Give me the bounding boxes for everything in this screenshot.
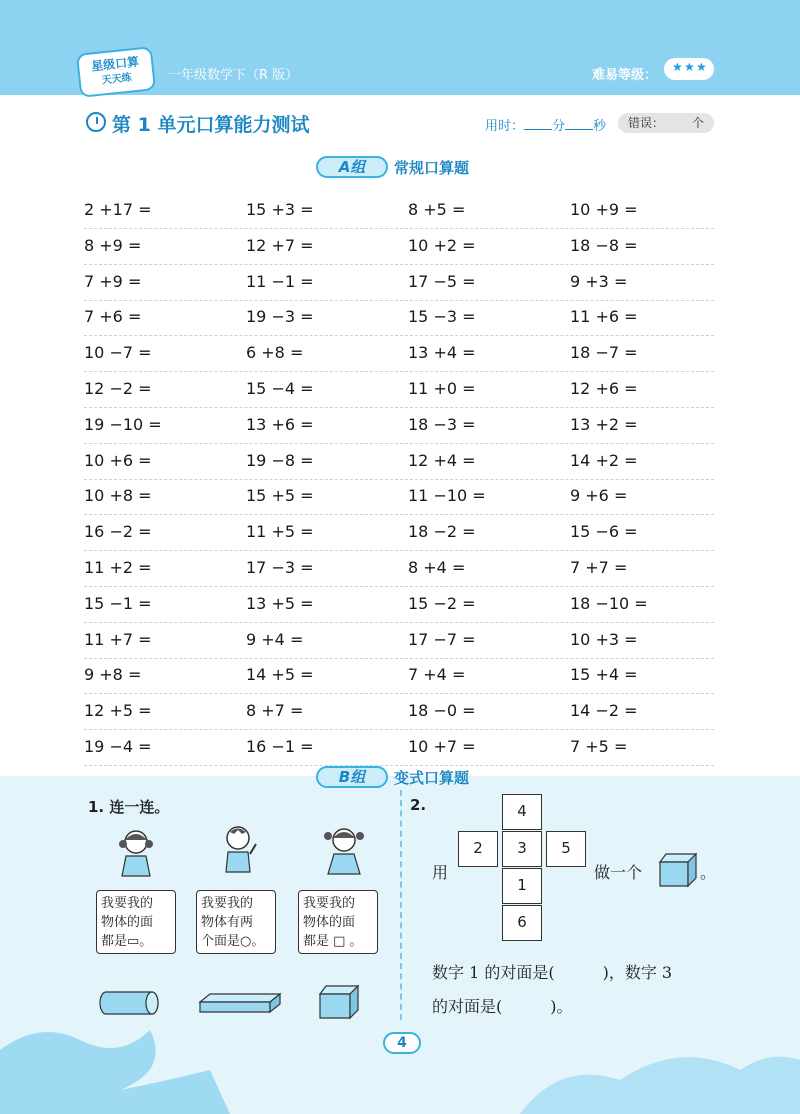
arithmetic-problem[interactable]: 10 +2 = <box>408 235 476 255</box>
arithmetic-problem[interactable]: 13 +5 = <box>246 593 314 613</box>
star-icon: ★ <box>684 60 695 74</box>
arithmetic-problem[interactable]: 7 +6 = <box>84 307 142 327</box>
problem-row <box>84 371 714 408</box>
arithmetic-problem[interactable]: 17 −3 = <box>246 558 314 577</box>
bubble-line: 个面是○。 <box>201 934 265 949</box>
question-2-label: 2. <box>410 796 427 814</box>
net-face: 6 <box>502 905 542 941</box>
arithmetic-problem[interactable]: 11 +7 = <box>84 629 152 649</box>
problem-row <box>84 693 714 730</box>
arithmetic-problem[interactable]: 13 +6 = <box>246 414 314 434</box>
arithmetic-problem[interactable]: 14 +2 = <box>570 450 638 470</box>
arithmetic-problem[interactable]: 10 +9 = <box>570 200 638 219</box>
bubble-line: 我要我的 <box>201 896 254 911</box>
difficulty-label: 难易等级： <box>592 68 658 83</box>
question-1-label: 1. 连一连。 <box>88 798 170 816</box>
arithmetic-problem[interactable]: 11 +5 = <box>246 522 314 542</box>
difficulty-cloud <box>664 58 714 80</box>
arithmetic-problem[interactable]: 10 +3 = <box>570 629 638 649</box>
arithmetic-problem[interactable]: 19 −10 = <box>84 414 162 434</box>
section-b-heading <box>316 766 496 790</box>
arithmetic-problem[interactable]: 9 +8 = <box>84 665 142 685</box>
arithmetic-problem[interactable]: 11 +0 = <box>408 379 476 398</box>
cube-net <box>456 794 586 946</box>
arithmetic-problem[interactable]: 10 −7 = <box>84 343 152 363</box>
section-a-heading <box>316 156 496 180</box>
bubble-line: 物体的面 <box>303 915 356 930</box>
arithmetic-problem[interactable]: 15 +4 = <box>570 665 638 685</box>
error-count-box[interactable] <box>618 113 714 133</box>
star-icon: ★ <box>672 60 683 74</box>
arithmetic-problem[interactable]: 9 +3 = <box>570 271 628 291</box>
bubble-line: 物体的面 <box>101 915 154 930</box>
arithmetic-problem[interactable]: 14 +5 = <box>246 665 314 685</box>
question-2-line-1: 数字 1 的对面是( )，数字 3 <box>432 963 673 982</box>
period-text: 。 <box>700 863 717 882</box>
section-a-title: 常规口算题 <box>394 159 470 177</box>
arithmetic-problem[interactable]: 15 −3 = <box>408 307 476 327</box>
seconds-blank[interactable] <box>565 129 593 130</box>
wave-decoration <box>0 1010 800 1114</box>
arithmetic-problem[interactable]: 19 −4 = <box>84 737 152 756</box>
net-face: 3 <box>502 831 542 867</box>
arithmetic-problem[interactable]: 15 −6 = <box>570 522 638 542</box>
arithmetic-problem[interactable]: 10 +6 = <box>84 450 152 470</box>
arithmetic-problem[interactable]: 18 −7 = <box>570 343 638 363</box>
problem-row <box>84 443 714 480</box>
logo-subtitle: 天天练 <box>101 72 133 87</box>
star-icon: ★ <box>696 60 707 74</box>
problem-row <box>84 622 714 659</box>
arithmetic-problem[interactable]: 6 +8 = <box>246 343 304 363</box>
arithmetic-problem[interactable]: 7 +4 = <box>408 665 466 685</box>
arithmetic-problem[interactable]: 12 +4 = <box>408 450 476 470</box>
arithmetic-problem[interactable]: 9 +4 = <box>246 629 304 649</box>
use-text: 用 <box>432 863 449 882</box>
bubble-line: 都是▭。 <box>101 934 153 949</box>
arithmetic-problem[interactable]: 11 +6 = <box>570 307 638 327</box>
arithmetic-problem[interactable]: 17 −7 = <box>408 629 476 649</box>
arithmetic-problem[interactable]: 18 −3 = <box>408 414 476 434</box>
net-face: 1 <box>502 868 542 904</box>
arithmetic-problem[interactable]: 9 +6 = <box>570 486 628 506</box>
arithmetic-problem[interactable]: 11 +2 = <box>84 558 152 577</box>
arithmetic-problem[interactable]: 18 −0 = <box>408 701 476 721</box>
arithmetic-problem[interactable]: 8 +4 = <box>408 558 466 577</box>
minutes-blank[interactable] <box>524 129 552 130</box>
speech-bubble-3 <box>298 890 378 954</box>
section-a-tag: A组 <box>316 156 388 178</box>
column-divider <box>400 790 402 1020</box>
problem-row <box>84 729 714 766</box>
problem-row <box>84 264 714 301</box>
series-logo <box>76 46 156 98</box>
make-text: 做一个 <box>594 863 643 882</box>
arithmetic-problem[interactable]: 8 +9 = <box>84 235 142 255</box>
arithmetic-problem[interactable]: 18 −2 = <box>408 522 476 542</box>
arithmetic-problem[interactable]: 7 +5 = <box>570 737 628 756</box>
arithmetic-problem[interactable]: 7 +7 = <box>570 558 628 577</box>
net-face: 5 <box>546 831 586 867</box>
problem-row <box>84 478 714 515</box>
cube-icon <box>658 852 698 888</box>
problem-row <box>84 335 714 372</box>
bubble-line: 我要我的 <box>101 896 154 911</box>
bubble-line: 物体有两 <box>201 915 254 930</box>
arithmetic-problem[interactable]: 2 +17 = <box>84 200 152 219</box>
arithmetic-problem[interactable]: 10 +8 = <box>84 486 152 506</box>
net-face: 4 <box>502 794 542 830</box>
arithmetic-problem[interactable]: 12 +5 = <box>84 701 152 721</box>
arithmetic-problem[interactable]: 14 −2 = <box>570 701 638 721</box>
arithmetic-problem[interactable]: 15 +3 = <box>246 200 314 219</box>
arithmetic-problem[interactable]: 18 −8 = <box>570 235 638 255</box>
error-label: 错误： <box>628 116 665 130</box>
minutes-unit: 分 <box>552 119 566 134</box>
boy-icon <box>216 822 260 874</box>
arithmetic-problem[interactable]: 16 −1 = <box>246 737 314 756</box>
speech-bubble-2 <box>196 890 276 954</box>
girl-icon <box>114 826 158 878</box>
grade-label: 一年级数学下（R 版） <box>168 68 299 83</box>
arithmetic-problem[interactable]: 15 −2 = <box>408 593 476 613</box>
section-b-title: 变式口算题 <box>394 769 470 787</box>
arithmetic-problem[interactable]: 8 +5 = <box>408 200 466 219</box>
problem-row <box>84 586 714 623</box>
problem-row <box>84 192 714 229</box>
arithmetic-problem[interactable]: 15 −1 = <box>84 593 152 613</box>
arithmetic-problem[interactable]: 13 +2 = <box>570 414 638 434</box>
problem-row <box>84 657 714 694</box>
speech-bubble-1 <box>96 890 176 954</box>
section-b-tag: B组 <box>316 766 388 788</box>
bubble-line: 都是 □ 。 <box>303 934 363 949</box>
girl-icon <box>322 824 366 876</box>
problem-row <box>84 228 714 265</box>
arithmetic-problem[interactable]: 11 −10 = <box>408 486 486 506</box>
problem-row <box>84 550 714 587</box>
arithmetic-problem[interactable]: 12 −2 = <box>84 379 152 398</box>
arithmetic-problem[interactable]: 7 +9 = <box>84 271 142 291</box>
time-label: 用时： <box>485 119 525 134</box>
page-number: 4 <box>383 1032 421 1054</box>
bubble-line: 我要我的 <box>303 896 356 911</box>
arithmetic-problem[interactable]: 15 −4 = <box>246 379 314 398</box>
error-unit: 个 <box>692 116 705 130</box>
problem-row <box>84 407 714 444</box>
arithmetic-problem[interactable]: 12 +6 = <box>570 379 638 398</box>
arithmetic-problem[interactable]: 11 −1 = <box>246 271 314 291</box>
alarm-clock-icon <box>86 112 106 132</box>
net-face: 2 <box>458 831 498 867</box>
arithmetic-problem[interactable]: 15 +5 = <box>246 486 314 506</box>
arithmetic-problem[interactable]: 12 +7 = <box>246 235 314 255</box>
logo-title: 星级口算 <box>90 54 140 74</box>
time-record <box>485 115 606 134</box>
arithmetic-problem[interactable]: 13 +4 = <box>408 343 476 363</box>
arithmetic-problem[interactable]: 18 −10 = <box>570 593 648 613</box>
page-title: 第 1 单元口算能力测试 <box>112 114 310 136</box>
arithmetic-problem[interactable]: 10 +7 = <box>408 737 476 756</box>
problem-row <box>84 514 714 551</box>
arithmetic-problem[interactable]: 17 −5 = <box>408 271 476 291</box>
question-2-line-2: 的对面是( )。 <box>432 997 573 1016</box>
seconds-unit: 秒 <box>593 119 607 134</box>
arithmetic-problem[interactable]: 16 −2 = <box>84 522 152 542</box>
problem-row <box>84 299 714 336</box>
arithmetic-problem[interactable]: 8 +7 = <box>246 701 304 721</box>
arithmetic-problem[interactable]: 19 −3 = <box>246 307 314 327</box>
arithmetic-problem[interactable]: 19 −8 = <box>246 450 314 470</box>
